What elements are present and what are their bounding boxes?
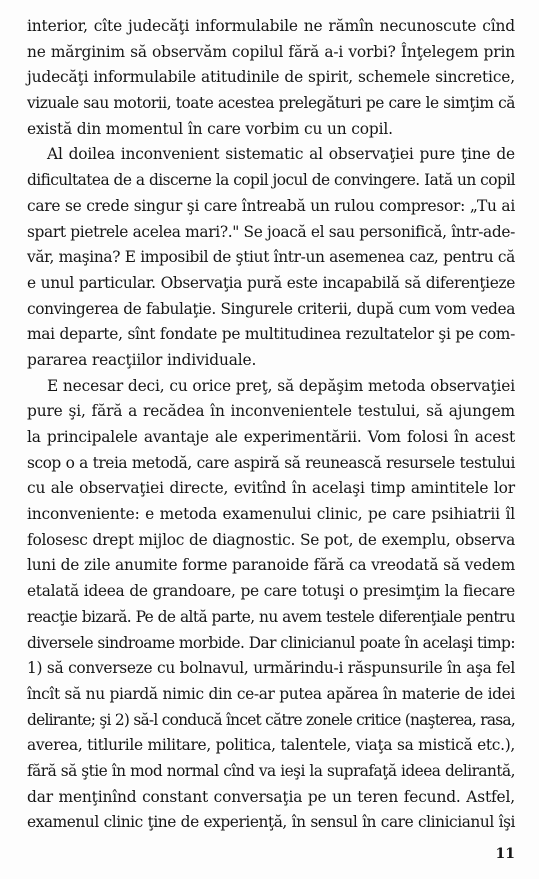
- text-line: averea, titlurile militare, politica, talentele, viaţa sa mistică etc.),: [27, 736, 515, 755]
- text-line: există din momentul în care vorbim cu un copil.: [27, 119, 393, 138]
- text-line: cu ale observaţiei directe, evitînd în acelaşi timp amintitele lor: [27, 479, 515, 498]
- text-line: ne mărginim să observăm copilul fără a-i vorbi? Înţelegem prin: [27, 42, 515, 61]
- text-line: 1) să converseze cu bolnavul, urmărindu-i răspunsurile în aşa fel: [27, 659, 515, 678]
- text-line: care se crede singur şi care întreabă un rulou compresor: „Tu ai: [27, 196, 515, 215]
- text-line: folosesc drept mijloc de diagnostic. Se pot, de exemplu, observa: [27, 530, 515, 549]
- text-line: scop o a treia metodă, care aspiră să reunească resursele testului: [27, 453, 515, 472]
- text-line: diversele sindroame morbide. Dar clinicianul poate în acelaşi timp:: [27, 633, 515, 652]
- text-line: convingerea de fabulaţie. Singurele criterii, după cum vom vedea: [27, 299, 515, 318]
- text-line: judecăţi informulabile atitudinile de spirit, schemele sincretice,: [27, 68, 515, 87]
- body-text: [27, 14, 515, 836]
- text-line: pararea reacţiilor individuale.: [27, 350, 257, 369]
- text-line: reacţie bizară. Pe de altă parte, nu avem testele diferenţiale pentru: [27, 607, 515, 626]
- text-line: E necesar deci, cu orice preţ, să depăşim metoda observaţiei: [47, 376, 515, 395]
- text-line: interior, cîte judecăţi informulabile ne rămîn necunoscute cînd: [27, 17, 515, 35]
- text-line: vizuale sau motorii, toate acestea prelegături pe care le simţim că: [27, 94, 515, 113]
- text-line: e unul particular. Observaţia pură este incapabilă să diferenţieze: [27, 273, 515, 292]
- text-line: luni de zile anumite forme paranoide fără ca vreodată să vedem: [27, 556, 515, 575]
- page-number: 11: [495, 846, 515, 862]
- text-line: văr, maşina? E imposibil de ştiut într-un asemenea caz, pentru că: [27, 248, 515, 267]
- text-line: inconveniente: e metoda examenului clinic, pe care psihiatrii îl: [27, 505, 515, 524]
- text-line: la principalele avantaje ale experimentării. Vom folosi în acest: [27, 428, 515, 446]
- text-line: dificultatea de a discerne la copil jocul de convingere. Iată un copil: [27, 171, 515, 190]
- text-line: delirante; şi 2) să-l conducă încet către zonele critice (naşterea, rasa,: [27, 710, 515, 729]
- text-line: fără să ştie în mod normal cînd va ieşi la suprafaţă ideea delirantă,: [27, 761, 515, 780]
- text-line: mai departe, sînt fondate pe multitudinea rezultatelor şi pe com-: [27, 325, 515, 344]
- text-line: dar menţinînd constant conversaţia pe un teren fecund. Astfel,: [27, 787, 515, 806]
- text-line: spart pietrele acelea mari?." Se joacă el sau personifică, într-ade-: [27, 222, 515, 241]
- text-line: încît să nu piardă nimic din ce-ar putea apărea în materie de idei: [27, 684, 515, 703]
- text-line: pure şi, fără a recădea în inconvenientele testului, să ajungem: [27, 402, 515, 421]
- text-line: etalată ideea de grandoare, pe care totuşi o presimţim la fiecare: [27, 582, 515, 601]
- text-line: examenul clinic ţine de experienţă, în sensul în care clinicianul îşi: [27, 813, 515, 832]
- text-line: Al doilea inconvenient sistematic al observaţiei pure ţine de: [47, 145, 515, 164]
